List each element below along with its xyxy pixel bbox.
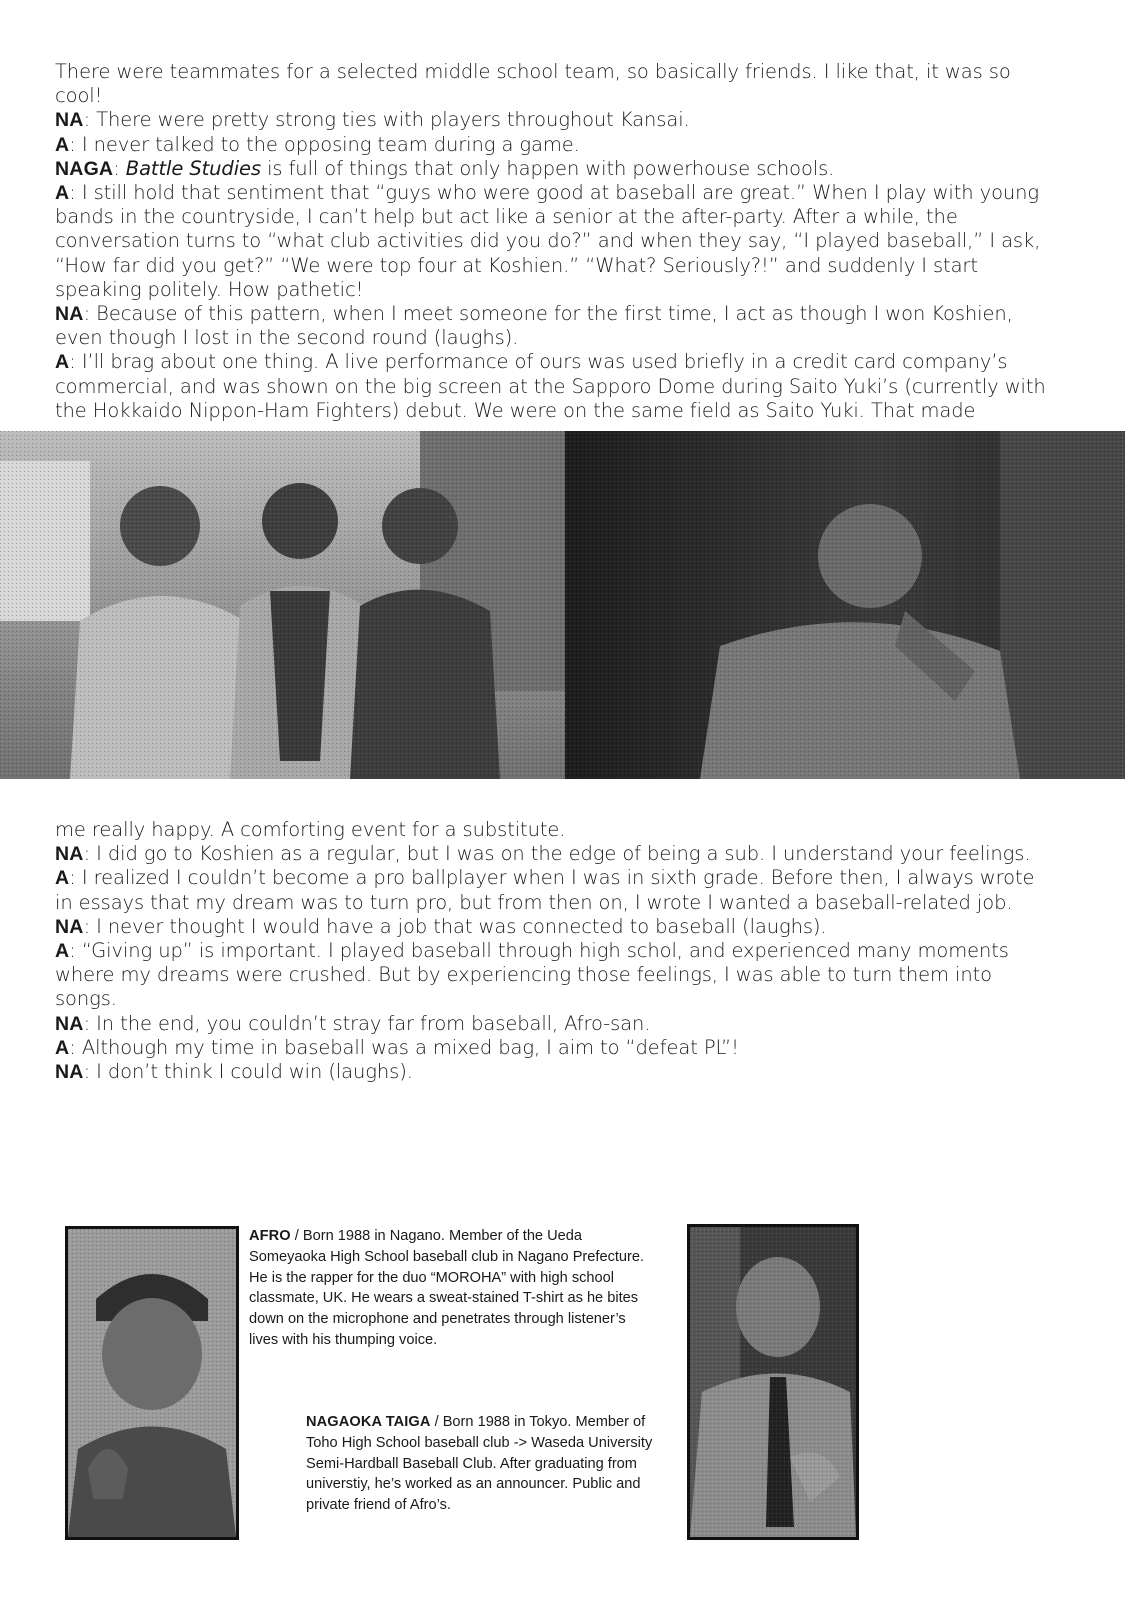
bio-name: NAGAOKA TAIGA <box>306 1414 431 1430</box>
speaker-label: NAGA <box>55 157 114 180</box>
dialogue-line: NAGA: Battle Studies is full of things that only happen with powerhouse schools. <box>55 156 835 180</box>
afro-portrait <box>65 1226 239 1540</box>
speaker-label: A <box>55 867 70 890</box>
dialogue-line: NA: I don’t think I could win (laughs). <box>55 1060 413 1084</box>
dialogue-line: NA: I never thought I would have a job that was connected to baseball (laughs). <box>55 914 827 938</box>
speaker-label: NA <box>55 1012 84 1035</box>
dialogue-line: NA: There were pretty strong ties with players throughout Kansai. <box>55 108 690 132</box>
speaker-label: A <box>55 133 70 156</box>
nagaoka-bio: NAGAOKA TAIGA / Born 1988 in Tokyo. Member of Toho High School baseball club -> Waseda University Semi-Hardball Baseball Club. After graduating from universtiy, he’s worked as an announcer. Public and private friend of Afro’s. <box>306 1414 653 1514</box>
nagaoka-portrait <box>687 1224 859 1540</box>
paragraph: me really happy. A comforting event for a substitute. <box>55 818 566 841</box>
speaker-label: A <box>55 351 70 374</box>
paragraph: There were teammates for a selected middle school team, so basically friends. I like that, it was so cool! <box>55 60 1011 108</box>
dialogue-line: A: I still hold that sentiment that “guys who were good at baseball are great.” When I play with young bands in the countryside, I can’t help but act like a senior at the after-party. After a while, the conversation turns to “what club activities did you do?” and when they say, “I played baseball,” I ask, “How far did you get?” “We were top four at Koshien.” “What? Seriously?!” and suddenly I start speaking politely. How pathetic! <box>55 181 1041 301</box>
book-title: Battle Studies <box>125 156 261 180</box>
dialogue-line: A: “Giving up” is important. I played baseball through high schol, and experienced many moments where my dreams were crushed. But by experiencing those feelings, I was able to turn them into songs. <box>55 939 1009 1011</box>
photo-band <box>0 431 1125 779</box>
dialogue-line: A: Although my time in baseball was a mixed bag, I aim to “defeat PL”! <box>55 1035 739 1059</box>
speaker-label: NA <box>55 843 84 866</box>
dialogue-line: NA: Because of this pattern, when I meet someone for the first time, I act as though I won Koshien, even though I lost in the second round (laughs). <box>55 302 1013 350</box>
speaker-label: A <box>55 940 70 963</box>
speaker-label: NA <box>55 915 84 938</box>
speaker-label: A <box>55 1036 70 1059</box>
dialogue-line: NA: In the end, you couldn’t stray far from baseball, Afro-san. <box>55 1011 651 1035</box>
article-text-bottom <box>55 818 1055 1084</box>
afro-portrait-image <box>68 1229 236 1537</box>
nagaoka-portrait-image <box>690 1227 856 1537</box>
speaker-label: NA <box>55 303 84 326</box>
article-text-top <box>55 60 1055 423</box>
afro-bio: AFRO / Born 1988 in Nagano. Member of the Ueda Someyaoka High School baseball club in Nagano Prefecture. He is the rapper for the duo “MOROHA” with high school classmate, UK. He wears a sweat-stained T-shirt as he bites down on the microphone and penetrates through listener’s lives with his thumping voice. <box>249 1228 645 1348</box>
group-photo <box>0 431 1125 779</box>
dialogue-line: A: I never talked to the opposing team during a game. <box>55 132 580 156</box>
dialogue-line: A: I’ll brag about one thing. A live performance of ours was used briefly in a credit card company’s commercial, and was shown on the big screen at the Sapporo Dome during Saito Yuki’s (currently with the Hokkaido Nippon-Ham Fighters) debut. We were on the same field as Saito Yuki. That made <box>55 350 1046 422</box>
speaker-label: A <box>55 182 70 205</box>
dialogue-line: NA: I did go to Koshien as a regular, but I was on the edge of being a sub. I understand your feelings. <box>55 842 1031 866</box>
dialogue-line: A: I realized I couldn’t become a pro ballplayer when I was in sixth grade. Before then, I always wrote in essays that my dream was to turn pro, but from then on, I wrote I wanted a baseball-related job. <box>55 866 1035 914</box>
bio-name: AFRO <box>249 1228 291 1244</box>
speaker-label: NA <box>55 1061 84 1084</box>
speaker-label: NA <box>55 109 84 132</box>
